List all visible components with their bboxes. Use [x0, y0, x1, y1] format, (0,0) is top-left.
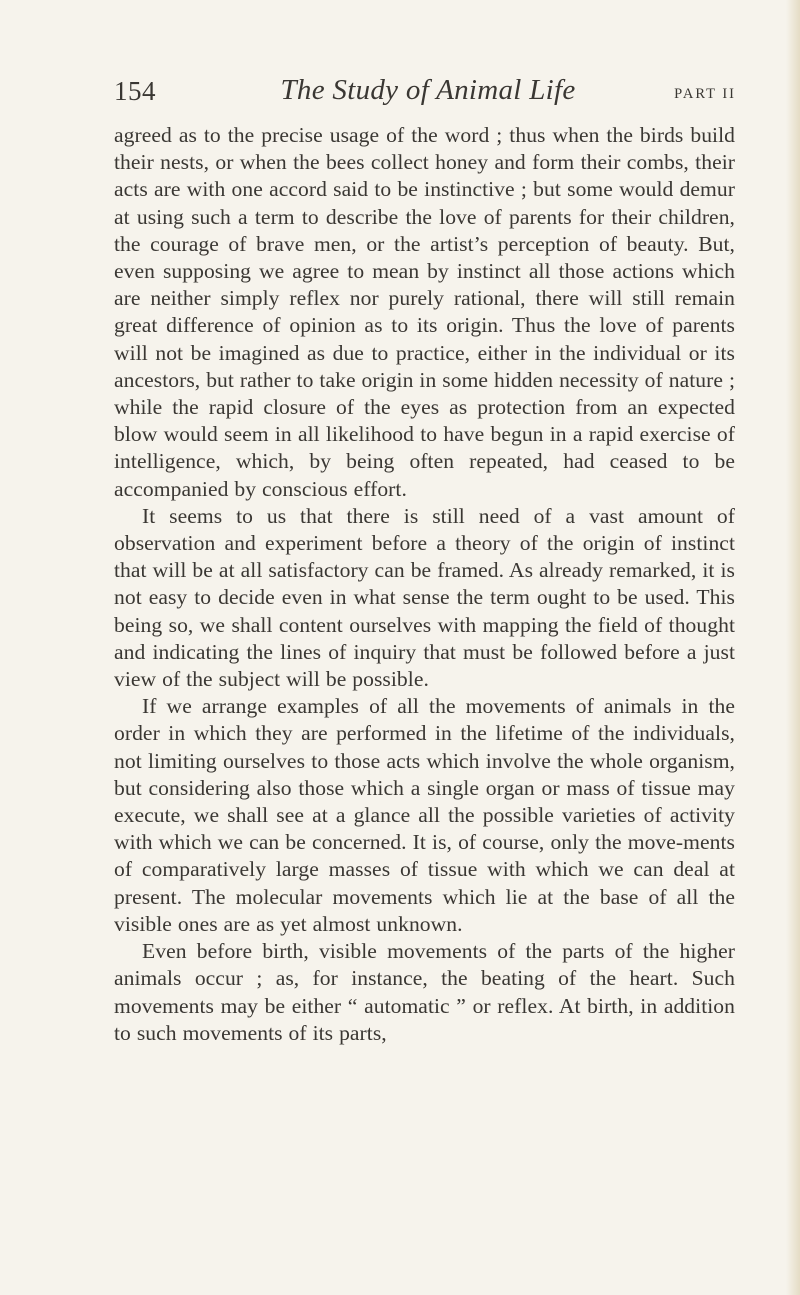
running-title: The Study of Animal Life	[280, 74, 576, 106]
running-header	[114, 74, 742, 114]
body-text	[114, 122, 735, 1047]
paragraph-continued: agreed as to the precise usage of the word ; thus when the birds build their nests, or when the bees collect honey and form their combs, their acts are with one accord said to be instinctive ; but some would demur at using such a term to describe the love of parents for their children, the courage of brave men, or the artist’s perception of beauty. But, even supposing we agree to mean by instinct all those actions which are neither simply reflex nor purely rational, there will still remain great difference of opinion as to its origin. Thus the love of parents will not be imagined as due to practice, either in the individual or its ancestors, but rather to take origin in some hidden necessity of nature ; while the rapid closure of the eyes as protection from an expected blow would seem in all likelihood to have begun in a rapid exercise of intelligence, which, by being often repeated, had ceased to be accompanied by conscious effort.	[114, 123, 735, 501]
paragraph: It seems to us that there is still need of a vast amount of observation and experiment before a theory of the origin of instinct that will be at all satisfactory can be framed. As already remarked, it is not easy to decide even in what sense the term ought to be used. This being so, we shall content ourselves with mapping the field of thought and indicating the lines of inquiry that must be followed before a just view of the subject will be possible.	[114, 503, 735, 692]
paragraph: If we arrange examples of all the movements of animals in the order in which they are performed in the lifetime of the individuals, not limiting ourselves to those acts which involve the whole organism, but considering also those which a single organ or mass of tissue may execute, we shall see at a glance all the possible varieties of activity with which we can be concerned. It is, of course, only the move-ments of comparatively large masses of tissue with which we can deal at present. The molecular movements which lie at the base of all the visible ones are as yet almost unknown.	[114, 694, 735, 936]
part-label: PART II	[674, 86, 736, 102]
page-number: 154	[114, 76, 156, 106]
page-edge-shadow	[786, 0, 800, 1295]
paragraph: Even before birth, visible movements of the parts of the higher animals occur ; as, for instance, the beating of the heart. Such movements may be either “ automatic ” or reflex. At birth, in addition to such movements of its parts,	[114, 939, 735, 1045]
